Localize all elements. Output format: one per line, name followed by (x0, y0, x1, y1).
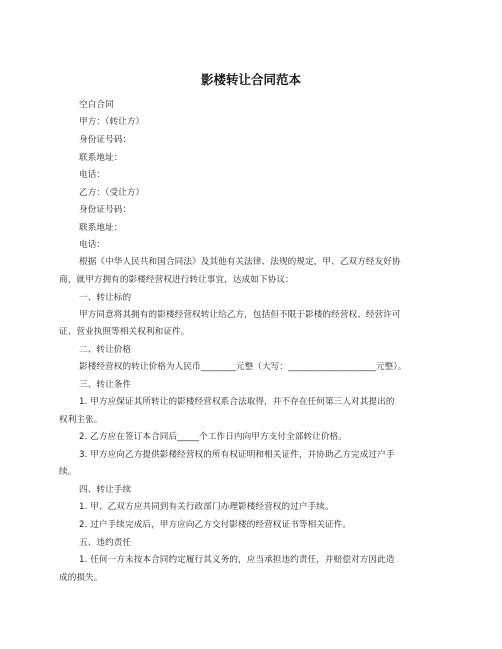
line-condition-3-cont: 续。 (59, 467, 77, 477)
line-liability-1: 1. 任何一方未按本合同约定履行其义务的，应当承担违约责任，并赔偿对方因此造 (79, 555, 395, 565)
section-heading-4: 四、转让手续 (79, 485, 132, 495)
line-party-b: 乙方：（受让方） (79, 188, 145, 198)
line-party-a-phone: 电话： (79, 170, 106, 180)
line-party-b-phone: 电话： (79, 240, 106, 250)
line-party-a: 甲方：（转让方） (79, 117, 145, 127)
line-condition-1-cont: 权利主张。 (59, 415, 103, 425)
line-procedure-1: 1. 甲、乙双方应共同到有关行政部门办理影楼经营权的过户手续。 (79, 502, 334, 512)
section-heading-5: 五、违约责任 (79, 538, 132, 548)
line-condition-1: 1. 甲方应保证其所转让的影楼经营权系合法取得，并不存在任何第三人对其提出的 (79, 397, 395, 407)
line-procedure-2: 2. 过户手续完成后，甲方应向乙方交付影楼的经营权证书等相关证件。 (79, 520, 352, 530)
line-party-b-id: 身份证号码： (79, 205, 132, 215)
line-preamble-cont: 商，就甲方拥有的影楼经营权进行转让事宜，达成如下协议： (59, 275, 294, 285)
line-condition-3: 3. 甲方应向乙方提供影楼经营权的所有权证明和相关证件，并协助乙方完成过户手 (79, 450, 395, 460)
document-title: 影楼转让合同范本 (200, 72, 301, 87)
line-condition-2: 2. 乙方应在签订本合同后_____个工作日内向甲方支付全部转让价格。 (79, 432, 347, 442)
line-subtitle: 空白合同 (79, 100, 114, 110)
line-transfer-object-cont: 证、营业执照等相关权利和证件。 (59, 327, 190, 337)
line-transfer-price: 影楼经营权的转让价格为人民币________元整（大写：____________________元整）。 (79, 362, 407, 372)
line-preamble: 根据《中华人民共和国合同法》及其他有关法律、法规的规定，甲、乙双方经友好协 (79, 257, 401, 267)
line-party-b-address: 联系地址： (79, 223, 123, 233)
line-transfer-object: 甲方同意将其拥有的影楼经营权转让给乙方，包括但不限于影楼的经营权、经营许可 (79, 310, 401, 320)
section-heading-2: 二、转让价格 (79, 345, 132, 355)
line-party-a-id: 身份证号码： (79, 135, 132, 145)
line-party-a-address: 联系地址： (79, 153, 123, 163)
section-heading-1: 一、转让标的 (79, 293, 132, 303)
section-heading-3: 三、转让条件 (79, 380, 132, 390)
line-liability-1-cont: 成的损失。 (59, 573, 103, 583)
